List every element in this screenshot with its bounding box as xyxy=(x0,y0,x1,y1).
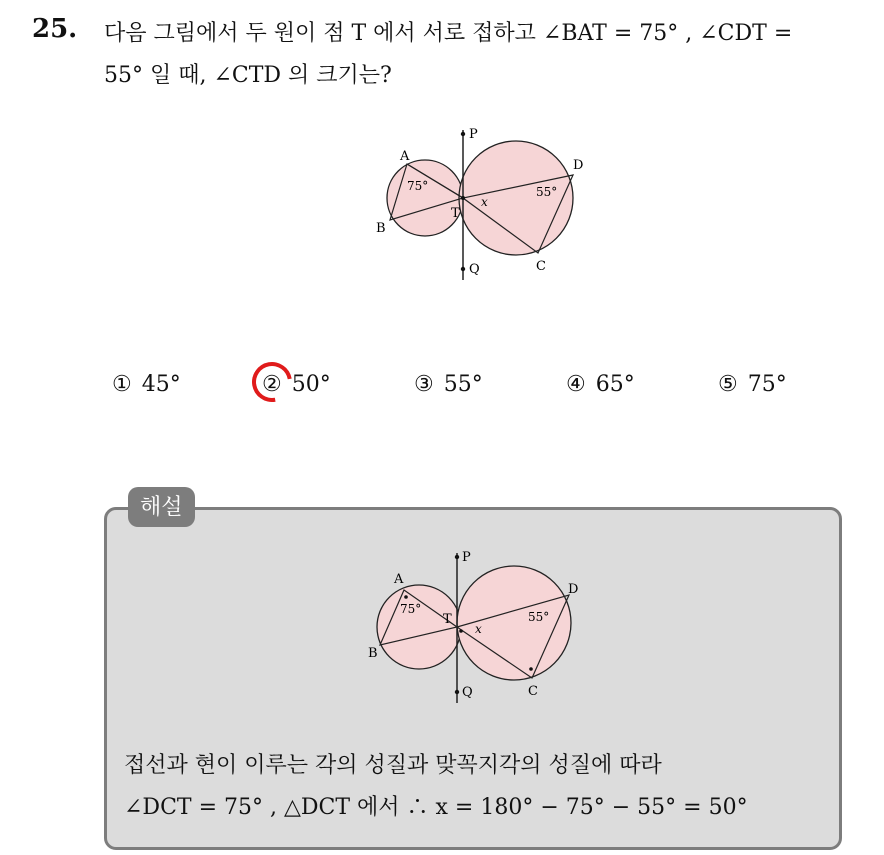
choice-4-mark: ④ xyxy=(566,372,586,397)
angle-dot-c xyxy=(529,667,533,671)
label-q: Q xyxy=(469,262,480,277)
solution-text-line-1: 접선과 현이 이루는 각의 성질과 맞꼭지각의 성질에 따라 xyxy=(124,753,662,778)
choice-1-mark: ① xyxy=(112,372,132,397)
small-circle xyxy=(377,585,461,669)
point-t xyxy=(461,196,465,200)
point-q xyxy=(461,267,465,271)
label-angle-a: 75° xyxy=(400,602,422,616)
label-a: A xyxy=(400,149,410,164)
label-p: P xyxy=(462,550,471,565)
label-c: C xyxy=(528,684,538,699)
question-text-line-1: 다음 그림에서 두 원이 점 T 에서 서로 접하고 ∠BAT = 75° , ∠CDT = xyxy=(104,21,793,46)
choice-4-value: 65° xyxy=(595,372,635,397)
label-d: D xyxy=(568,582,579,597)
choice-5-value: 75° xyxy=(747,372,787,397)
choice-4[interactable] xyxy=(566,372,635,397)
label-x: x xyxy=(475,622,482,636)
choice-1[interactable] xyxy=(112,372,181,397)
angle-dot-t xyxy=(459,629,463,633)
solution-badge: 해설 xyxy=(128,487,195,527)
angle-dot-a xyxy=(404,595,408,599)
question-number: 25. xyxy=(32,14,78,44)
choice-2-mark: ② xyxy=(262,372,282,397)
label-p: P xyxy=(469,127,478,142)
selected-answer-circle xyxy=(244,354,300,410)
solution-text-line-2: ∠DCT = 75° , △DCT 에서 ∴ x = 180° − 75° − 55° = 50° xyxy=(124,795,748,820)
label-angle-a: 75° xyxy=(407,179,429,193)
question-text-line-2: 55° 일 때, ∠CTD 의 크기는? xyxy=(104,63,392,88)
label-a: A xyxy=(394,572,404,587)
question-figure xyxy=(370,120,590,285)
point-p xyxy=(461,132,465,136)
label-c: C xyxy=(536,259,546,274)
label-q: Q xyxy=(462,685,473,700)
choice-3-mark: ③ xyxy=(414,372,434,397)
choice-3[interactable] xyxy=(414,372,483,397)
label-d: D xyxy=(573,158,584,173)
choice-5-mark: ⑤ xyxy=(718,372,738,397)
label-angle-d: 55° xyxy=(528,610,550,624)
label-b: B xyxy=(368,646,378,661)
label-x: x xyxy=(481,195,488,209)
small-circle xyxy=(387,160,463,236)
label-angle-d: 55° xyxy=(536,185,558,199)
choice-3-value: 55° xyxy=(443,372,483,397)
choice-2-value: 50° xyxy=(291,372,331,397)
label-t: T xyxy=(443,612,452,627)
solution-figure xyxy=(364,545,584,710)
point-p xyxy=(455,555,459,559)
choice-5[interactable] xyxy=(718,372,787,397)
choice-1-value: 45° xyxy=(141,372,181,397)
point-q xyxy=(455,690,459,694)
label-t: T xyxy=(451,206,460,221)
label-b: B xyxy=(376,221,386,236)
